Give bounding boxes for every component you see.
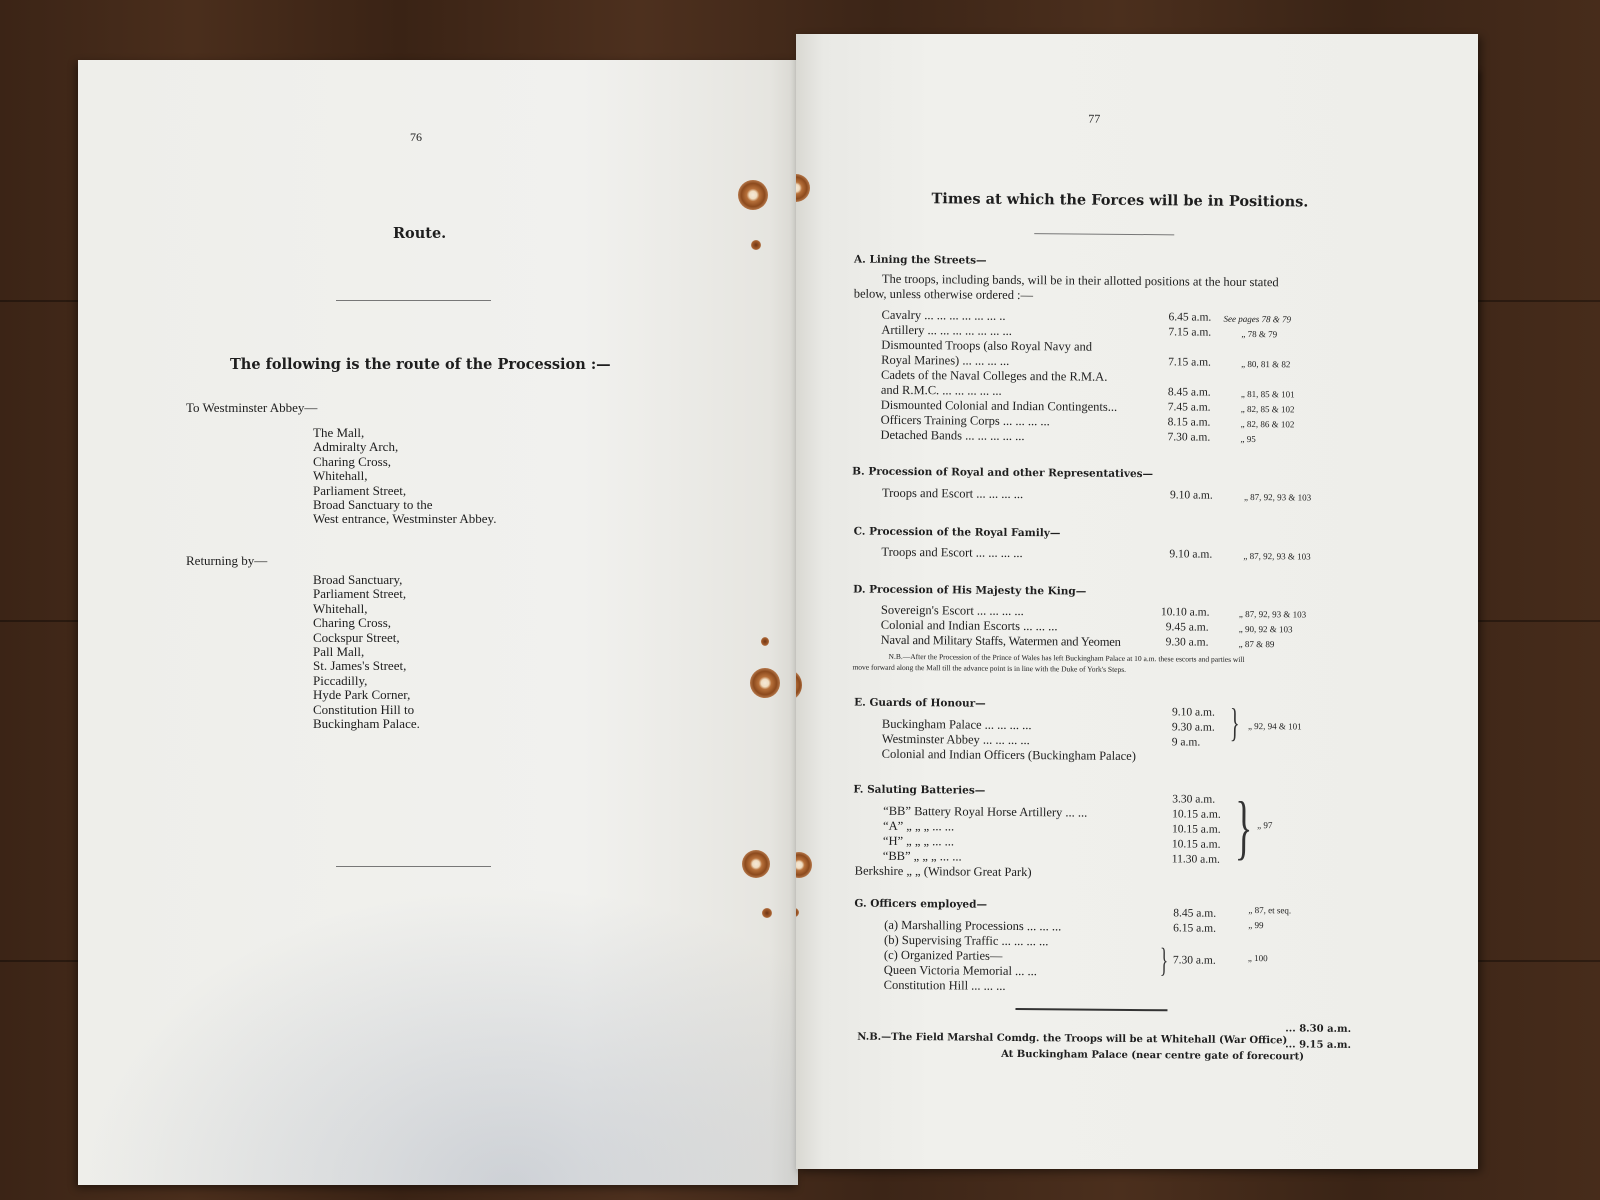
row-ref: „ 81, 85 & 101 [1240,388,1295,400]
row-ref: See pages 78 & 79 [1223,313,1292,325]
row-label: Buckingham Palace ... ... ... ... [881,716,1032,733]
footer-time: ... 9.15 a.m. [1285,1039,1352,1051]
row-time: 10.15 a.m. [1171,838,1221,851]
route-item: Admiralty Arch, [313,439,399,455]
page-number-77: 77 [1088,111,1101,126]
section-f-heading: F. Saluting Batteries— [853,783,986,797]
row-time: 9.30 a.m. [1165,636,1209,649]
route-item: Parliament Street, [313,482,407,498]
section-d-note: move forward along the Mall till the advance point is in line with the Duke of York's Steps. [852,662,1127,674]
row-time: 7.15 a.m. [1168,356,1211,369]
row-time: 10.10 a.m. [1160,606,1210,619]
section-e-ref: „ 92, 94 & 101 [1247,720,1302,732]
binding-hole-small [751,240,761,250]
binding-hole [738,180,768,210]
row-time: 9 a.m. [1171,736,1201,749]
parties-ref: „ 100 [1247,953,1268,964]
section-d-note: N.B.—After the Procession of the Prince of Wales has left Buckingham Palace at 10 a.m. these escorts and parties will [888,651,1245,664]
row-label: Royal Marines) ... ... ... ... [881,352,1010,368]
route-item: St. James's Street, [313,658,407,674]
row-label: Artillery ... ... ... ... ... ... ... [881,322,1013,338]
row-time: 9.10 a.m. [1172,706,1215,719]
route-item: The Mall, [313,425,365,440]
route-item: Whitehall, [313,468,368,484]
route-item: Constitution Hill to [313,701,415,717]
row-time: 7.45 a.m. [1167,401,1211,414]
row-label: Queen Victoria Memorial ... ... [883,962,1038,979]
brace: } [1234,786,1253,868]
route-item: Whitehall, [313,600,368,616]
row-ref: „ 82, 86 & 102 [1240,418,1295,430]
times-title: Times at which the Forces will be in Positions. [931,190,1309,211]
row-label: “A” „ „ „ ... ... [883,818,955,834]
section-f-ref: „ 97 [1257,820,1273,831]
row-time: 8.15 a.m. [1167,416,1211,429]
row-time: 7.15 a.m. [1168,326,1212,339]
row-time: 8.45 a.m. [1173,907,1217,920]
row-time: 11.30 a.m. [1171,853,1220,866]
route-item: Cockspur Street, [313,629,400,645]
row-time: 7.30 a.m. [1167,431,1211,444]
footer-note: At Buckingham Palace (near centre gate of forecourt) [1001,1048,1305,1063]
route-item: Broad Sanctuary to the [313,497,433,513]
row-label: Berkshire „ „ (Windsor Great Park) [854,863,1032,880]
binding-hole-small [761,637,769,646]
section-a-intro: below, unless otherwise ordered :— [853,286,1034,303]
right-page [796,34,1478,1169]
route-item: Charing Cross, [313,453,391,469]
row-label: Detached Bands ... ... ... ... ... [880,427,1025,444]
brace: } [1229,699,1240,745]
row-label: (a) Marshalling Processions ... ... ... [884,917,1062,934]
row-label: “BB” Battery Royal Horse Artillery ... ... [883,803,1088,820]
left-page [78,60,798,1185]
row-ref: „ 90, 92 & 103 [1238,623,1293,635]
row-label: Troops and Escort ... ... ... ... [881,544,1023,561]
row-label: Naval and Military Staffs, Watermen and Yeomen [880,632,1121,649]
row-ref: „ 95 [1240,433,1256,445]
section-g-heading: G. Officers employed— [854,897,988,911]
footer-rule [1015,1008,1167,1011]
to-westminster-label: To Westminster Abbey— [186,400,318,415]
brace: } [1159,942,1169,980]
section-b-heading: B. Procession of Royal and other Representatives— [852,465,1154,481]
row-label: Sovereign's Escort ... ... ... ... [880,602,1024,619]
row-label: “BB” „ „ „ ... ... [882,848,962,864]
to-route-list [313,426,496,527]
row-ref: „ 99 [1248,920,1264,931]
row-label: (c) Organized Parties— [883,947,1003,963]
row-label: Dismounted Colonial and Indian Contingents... [880,397,1118,414]
row-label: Dismounted Troops (also Royal Navy and [881,337,1093,354]
section-a-heading: A. Lining the Streets— [853,253,987,267]
title-rule [336,300,491,301]
row-ref: „ 78 & 79 [1241,328,1278,340]
right-page-content [796,34,1478,1169]
row-label: (b) Supervising Traffic ... ... ... ... [884,932,1049,949]
footer-note: N.B.—The Field Marshal Comdg. the Troops will be at Whitehall (War Office) [857,1031,1288,1047]
route-item: Pall Mall, [313,644,365,660]
binding-hole [750,668,780,698]
row-label: Officers Training Corps ... ... ... ... [880,412,1050,429]
row-ref: „ 87, et seq. [1248,905,1292,916]
row-time: 9.30 a.m. [1171,721,1215,734]
row-time: 9.10 a.m. [1169,489,1213,502]
row-label: Troops and Escort ... ... ... ... [881,485,1024,502]
row-time: 6.15 a.m. [1173,922,1217,935]
route-item: Broad Sanctuary, [313,572,403,587]
cast-shadow [78,885,798,1185]
row-ref: „ 80, 81 & 82 [1241,358,1291,370]
row-label: and R.M.C. ... ... ... ... ... [880,382,1002,398]
row-ref: „ 87, 92, 93 & 103 [1243,550,1311,562]
section-c-heading: C. Procession of the Royal Family— [853,525,1061,540]
row-time: 3.30 a.m. [1172,793,1216,806]
route-item: Hyde Park Corner, [313,687,411,703]
section-e-heading: E. Guards of Honour— [854,696,986,710]
page-number-76: 76 [410,130,422,144]
returning-label: Returning by— [186,553,268,568]
row-label: Cadets of the Naval Colleges and the R.M.A. [880,367,1108,384]
route-title: Route. [393,225,447,242]
parties-time: 7.30 a.m. [1172,954,1216,967]
row-time: 6.45 a.m. [1168,311,1212,324]
route-item: West entrance, Westminster Abbey. [313,511,497,527]
route-item: Parliament Street, [313,586,407,602]
route-item: Buckingham Palace. [313,716,420,732]
row-label: Westminster Abbey ... ... ... ... [881,731,1030,748]
row-label: “H” „ „ „ ... ... [882,833,955,849]
section-d-heading: D. Procession of His Majesty the King— [853,583,1087,598]
row-ref: „ 87 & 89 [1238,638,1275,650]
binding-hole [742,850,770,878]
route-subtitle: The following is the route of the Procession :— [230,356,611,373]
return-route-list [313,573,420,731]
row-time: 9.10 a.m. [1169,548,1213,561]
row-label: Colonial and Indian Officers (Buckingham Palace) [881,746,1136,764]
row-ref: „ 82, 85 & 102 [1240,403,1295,415]
title-rule [1034,233,1174,235]
route-item: Charing Cross, [313,615,391,631]
row-time: 8.45 a.m. [1167,386,1211,399]
row-time: 10.15 a.m. [1172,823,1221,836]
row-time: 10.15 a.m. [1172,808,1221,821]
row-time: 9.45 a.m. [1165,621,1209,634]
row-label: Constitution Hill ... ... ... [883,977,1006,993]
row-ref: „ 87, 92, 93 & 103 [1238,608,1307,620]
section-a-intro: The troops, including bands, will be in their allotted positions at the hour stated [881,271,1279,290]
row-ref: „ 87, 92, 93 & 103 [1243,491,1312,503]
route-item: Piccadilly, [313,672,368,688]
bottom-rule [336,866,491,867]
row-label: Cavalry ... ... ... ... ... ... .. [881,307,1006,323]
footer-time: ... 8.30 a.m. [1285,1023,1352,1035]
binding-hole-small [762,908,772,918]
row-label: Colonial and Indian Escorts ... ... ... [880,617,1058,634]
